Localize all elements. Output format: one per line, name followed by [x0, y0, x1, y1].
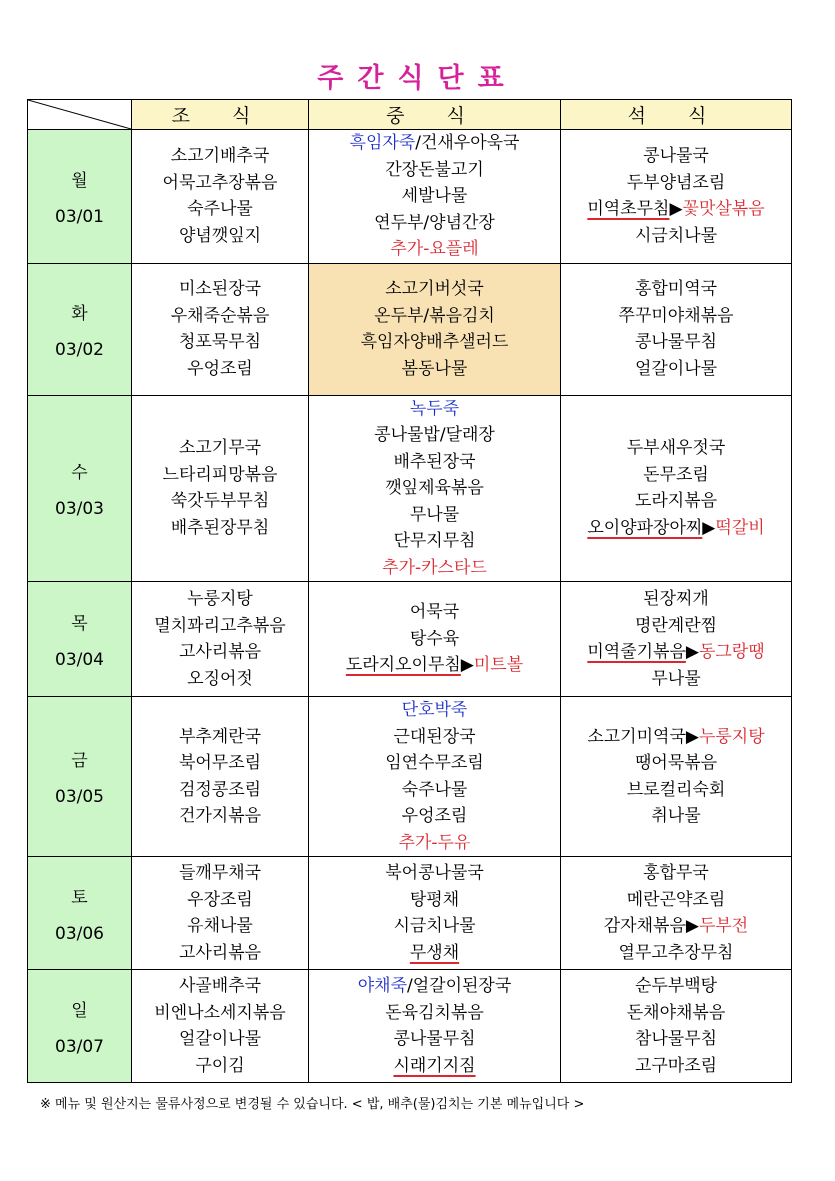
menu-item-soup: /건새우아욱국 [415, 133, 520, 153]
header-dinner: 석 식 [561, 100, 792, 130]
menu-item [132, 303, 308, 330]
menu-item-text: 돈무조림 [643, 464, 709, 485]
menu-item-text: 청포묵무침 [178, 332, 262, 352]
menu-item [309, 777, 560, 804]
day-row [28, 130, 792, 264]
day-date: 03/01 [55, 206, 104, 227]
menu-item-text: 무나물 [651, 668, 701, 689]
menu-table [27, 99, 792, 1083]
menu-item-text: 시금치나물 [393, 916, 476, 936]
menu-item [132, 356, 308, 383]
menu-item-text: 배추된장국 [393, 451, 476, 472]
menu-item [309, 973, 560, 1000]
menu-item-text: 부추계란국 [178, 726, 262, 747]
menu-item [309, 1053, 560, 1080]
menu-item-text: 얼갈이나물 [178, 1029, 262, 1049]
menu-item-text: 홍합무국 [643, 863, 709, 883]
menu-item-text: 돈채야채볶음 [626, 1002, 726, 1023]
menu-item [309, 1026, 560, 1053]
day-row [28, 395, 792, 582]
menu-item-text: 양념깻잎지 [178, 225, 262, 246]
menu-item [309, 887, 560, 914]
corner-cell [28, 100, 132, 130]
dinner-cell [561, 263, 792, 395]
menu-item [561, 356, 791, 383]
menu-item-text: 소고기배추국 [170, 146, 270, 167]
menu-item [309, 555, 560, 582]
menu-item-text: 메란곤약조림 [626, 889, 726, 910]
menu-item-text: 단호박죽 [401, 700, 468, 720]
menu-item-text: 구이김 [195, 1055, 245, 1076]
menu-item-text: 북어무조림 [178, 753, 262, 773]
menu-item [561, 223, 791, 250]
menu-item [309, 528, 560, 555]
menu-item-alternative: 미트볼 [473, 655, 524, 676]
menu-item [132, 1000, 308, 1027]
menu-item-text: 순두부백탕 [634, 976, 718, 996]
day-row [28, 582, 792, 697]
menu-item [561, 913, 791, 940]
menu-item-text: 열무고추장무침 [618, 942, 734, 963]
menu-item [561, 143, 791, 170]
day-label-cell [28, 395, 132, 582]
menu-item-text: 취나물 [651, 806, 701, 826]
menu-item [309, 750, 560, 777]
menu-item-text: 홍합미역국 [634, 279, 718, 299]
menu-item [561, 803, 791, 830]
menu-item [132, 803, 308, 830]
day-label-cell [28, 970, 132, 1083]
breakfast-cell [132, 130, 309, 264]
lunch-cell [309, 857, 561, 970]
menu-item [132, 639, 308, 666]
day-date: 03/07 [55, 1036, 104, 1057]
menu-item [561, 170, 791, 197]
menu-item [561, 750, 791, 777]
menu-item [309, 626, 560, 653]
arrow-icon: ▶ [702, 517, 716, 538]
menu-item [132, 196, 308, 223]
menu-item [561, 586, 791, 613]
menu-item-text: 유채나물 [187, 916, 253, 936]
arrow-icon: ▶ [685, 916, 699, 936]
day-row [28, 697, 792, 857]
menu-item [309, 276, 560, 303]
day-row [28, 857, 792, 970]
menu-item [132, 860, 308, 887]
menu-item [561, 462, 791, 489]
menu-item-text: 콩나물밥/달래장 [374, 425, 495, 445]
menu-item [132, 613, 308, 640]
menu-item-text: 콩나물무침 [393, 1029, 476, 1049]
menu-item [309, 475, 560, 502]
menu-item [309, 396, 560, 423]
menu-item-text: 얼갈이나물 [634, 358, 718, 379]
menu-item [309, 652, 560, 679]
menu-item [309, 502, 560, 529]
menu-item-main: 소고기미역국 [587, 726, 686, 747]
menu-item-text: 된장찌개 [643, 589, 709, 609]
menu-item [309, 830, 560, 857]
breakfast-cell [132, 857, 309, 970]
menu-item [561, 860, 791, 887]
day-date: 03/04 [55, 649, 104, 670]
menu-item [132, 666, 308, 693]
menu-item-porridge: 야채죽 [357, 976, 407, 996]
breakfast-cell [132, 697, 309, 857]
menu-item-text: 단무지무침 [393, 531, 476, 551]
menu-item [561, 329, 791, 356]
day-date: 03/06 [55, 923, 104, 944]
menu-item-text: 콩나물국 [643, 146, 709, 167]
menu-item [132, 940, 308, 967]
menu-item [309, 697, 560, 724]
menu-item-text: 두부양념조림 [626, 172, 726, 193]
menu-item-text: 브로컬리숙회 [626, 779, 726, 800]
day-row [28, 263, 792, 395]
menu-item-text: 두부새우젓국 [626, 438, 726, 459]
menu-item [309, 1000, 560, 1027]
menu-item-text: 고사리볶음 [178, 642, 262, 662]
menu-item-text: 간장돈불고기 [385, 159, 484, 180]
menu-item [561, 488, 791, 515]
menu-item [132, 223, 308, 250]
menu-item-main: 미역줄기볶음 [587, 642, 686, 662]
menu-item-text: 소고기무국 [178, 438, 262, 459]
menu-item [561, 940, 791, 967]
menu-item-text: 추가-요플레 [390, 239, 479, 259]
menu-item [309, 449, 560, 476]
menu-item-text: 참나물무침 [634, 1029, 718, 1049]
menu-item-text: 콩나물무침 [634, 332, 718, 352]
menu-item [561, 1053, 791, 1080]
breakfast-cell [132, 582, 309, 697]
day-row [28, 970, 792, 1083]
breakfast-cell [132, 263, 309, 395]
day-label-cell [28, 857, 132, 970]
menu-item-text: 우엉조림 [401, 806, 468, 826]
day-name: 목 [71, 613, 88, 634]
menu-item [309, 210, 560, 237]
day-label-cell [28, 130, 132, 264]
day-label-cell [28, 582, 132, 697]
header-breakfast: 조 식 [132, 100, 309, 130]
menu-item-text: 미소된장국 [178, 279, 262, 299]
menu-item-text: 돈육김치볶음 [385, 1002, 484, 1023]
menu-item-text: 어묵국 [409, 602, 460, 623]
header-row [28, 100, 792, 130]
lunch-cell [309, 970, 561, 1083]
menu-item [309, 157, 560, 184]
menu-item [309, 940, 560, 967]
menu-item-text: 고사리볶음 [178, 942, 262, 963]
breakfast-cell [132, 395, 309, 582]
header-lunch: 중 식 [309, 100, 561, 130]
menu-item-text: 배추된장무침 [170, 517, 270, 538]
menu-item-soup: /얼갈이된장국 [407, 976, 512, 996]
menu-item-text: 세발나물 [401, 186, 468, 206]
menu-item [309, 913, 560, 940]
menu-item [309, 356, 560, 383]
menu-item [309, 803, 560, 830]
menu-item-text: 땡어묵볶음 [634, 753, 718, 773]
menu-item [132, 777, 308, 804]
menu-item [132, 1026, 308, 1053]
menu-item [309, 130, 560, 157]
menu-item [561, 303, 791, 330]
menu-item-text: 비엔나소세지볶음 [154, 1002, 286, 1023]
lunch-cell [309, 263, 561, 395]
arrow-icon: ▶ [460, 655, 474, 676]
menu-item [561, 973, 791, 1000]
menu-item [309, 236, 560, 263]
lunch-cell [309, 130, 561, 264]
menu-item-main: 미역초무침 [587, 199, 670, 220]
breakfast-cell [132, 970, 309, 1083]
menu-item [132, 913, 308, 940]
menu-item-text: 고구마조림 [634, 1055, 718, 1076]
menu-item [561, 724, 791, 751]
menu-item-text: 우엉조림 [187, 358, 253, 379]
menu-item-text: 추가-카스타드 [382, 557, 487, 578]
lunch-cell [309, 582, 561, 697]
day-name: 수 [71, 462, 88, 483]
menu-item [561, 515, 791, 542]
menu-item-main: 오이양파장아찌 [587, 517, 703, 538]
menu-item-text: 쭈꾸미야채볶음 [618, 305, 734, 326]
arrow-icon: ▶ [685, 642, 699, 662]
diagonal-line-icon [28, 100, 131, 129]
menu-item [561, 887, 791, 914]
menu-item-text: 무생채 [409, 942, 460, 963]
menu-item-alternative: 누룽지탕 [698, 726, 765, 747]
menu-item-text: 검정콩조림 [178, 779, 262, 800]
dinner-cell [561, 395, 792, 582]
menu-item-porridge: 흑임자죽 [349, 133, 416, 153]
menu-item-text: 온두부/볶음김치 [374, 305, 495, 326]
day-label-cell [28, 263, 132, 395]
menu-item-alternative: 꽃맛살볶음 [682, 199, 765, 220]
menu-item-text: 멸치꽈리고추볶음 [154, 615, 286, 636]
lunch-cell [309, 395, 561, 582]
menu-item-text: 깻잎제육볶음 [385, 478, 484, 498]
menu-item [561, 666, 791, 693]
menu-item-text: 쑥갓두부무침 [170, 491, 270, 512]
menu-item-text: 우채죽순볶음 [170, 305, 270, 326]
day-name: 일 [71, 1000, 88, 1021]
menu-item-text: 탕평채 [409, 889, 460, 910]
menu-item-text: 연두부/양념간장 [374, 212, 495, 233]
menu-item [132, 143, 308, 170]
menu-item-main: 감자채볶음 [603, 916, 686, 936]
menu-item-text: 녹두죽 [409, 398, 460, 419]
day-name: 월 [71, 170, 88, 191]
menu-item [132, 973, 308, 1000]
menu-item [561, 1000, 791, 1027]
menu-item [132, 750, 308, 777]
menu-item-text: 탕수육 [409, 628, 460, 649]
day-date: 03/02 [55, 339, 104, 360]
menu-item [132, 586, 308, 613]
arrow-icon: ▶ [685, 726, 699, 747]
day-name: 금 [71, 751, 88, 771]
dinner-cell [561, 857, 792, 970]
menu-item [132, 488, 308, 515]
dinner-cell [561, 582, 792, 697]
menu-item [132, 1053, 308, 1080]
menu-item-text: 사골배추국 [178, 976, 262, 996]
menu-item-text: 누룽지탕 [187, 589, 253, 609]
menu-item [309, 183, 560, 210]
day-label-cell [28, 697, 132, 857]
arrow-icon: ▶ [669, 199, 683, 220]
menu-item-text: 숙주나물 [187, 199, 253, 220]
menu-item [561, 435, 791, 462]
menu-item-text: 봄동나물 [401, 358, 468, 379]
menu-item-text: 북어콩나물국 [385, 863, 484, 883]
menu-item [561, 777, 791, 804]
menu-item [309, 422, 560, 449]
menu-item [561, 613, 791, 640]
dinner-cell [561, 970, 792, 1083]
day-date: 03/05 [55, 787, 104, 807]
menu-item-text: 우장조림 [187, 889, 253, 910]
footnote: ※ 메뉴 및 원산지는 물류사정으로 변경될 수 있습니다. < 밥, 배추(물)김치는 기본 메뉴입니다 > [40, 1097, 585, 1112]
menu-item-alternative: 떡갈비 [715, 517, 765, 538]
menu-item-text: 숙주나물 [401, 779, 468, 800]
menu-item [561, 196, 791, 223]
menu-item [132, 170, 308, 197]
menu-item [561, 276, 791, 303]
menu-item-text: 들깨무채국 [178, 863, 262, 883]
menu-item-text: 흑임자양배추샐러드 [360, 332, 509, 352]
menu-item-text: 임연수무조림 [385, 753, 484, 773]
menu-item-alternative: 동그랑땡 [698, 642, 765, 662]
menu-item-text: 시금치나물 [634, 225, 718, 246]
page-title: 주간식단표 [317, 63, 518, 94]
menu-item-text: 소고기버섯국 [385, 279, 484, 299]
menu-item-text: 무나물 [409, 504, 460, 525]
menu-item [561, 1026, 791, 1053]
day-date: 03/03 [55, 498, 104, 519]
menu-item-text: 추가-두유 [398, 832, 471, 853]
day-name: 화 [71, 303, 88, 324]
menu-item [561, 639, 791, 666]
menu-item-text: 느타리피망볶음 [162, 464, 278, 485]
day-name: 토 [71, 887, 88, 908]
dinner-cell [561, 697, 792, 857]
menu-item [132, 462, 308, 489]
menu-item [132, 724, 308, 751]
menu-item-text: 명란계란찜 [634, 615, 718, 636]
menu-item [309, 329, 560, 356]
menu-item [132, 887, 308, 914]
menu-item [309, 599, 560, 626]
menu-item-main: 도라지오이무침 [345, 655, 461, 676]
menu-item-text: 근대된장국 [393, 726, 476, 747]
menu-item [309, 724, 560, 751]
menu-item [132, 329, 308, 356]
menu-item [309, 303, 560, 330]
dinner-cell [561, 130, 792, 264]
menu-item-text: 건가지볶음 [178, 806, 262, 826]
menu-item-alternative: 두부전 [698, 916, 749, 936]
menu-item [132, 276, 308, 303]
menu-item-text: 시래기지짐 [393, 1055, 476, 1076]
menu-item [309, 860, 560, 887]
menu-item-text: 도라지볶음 [634, 491, 718, 512]
menu-item [132, 515, 308, 542]
menu-item-text: 어묵고추장볶음 [162, 172, 278, 193]
lunch-cell [309, 697, 561, 857]
menu-item-text: 오징어젓 [187, 668, 253, 689]
menu-item [132, 435, 308, 462]
